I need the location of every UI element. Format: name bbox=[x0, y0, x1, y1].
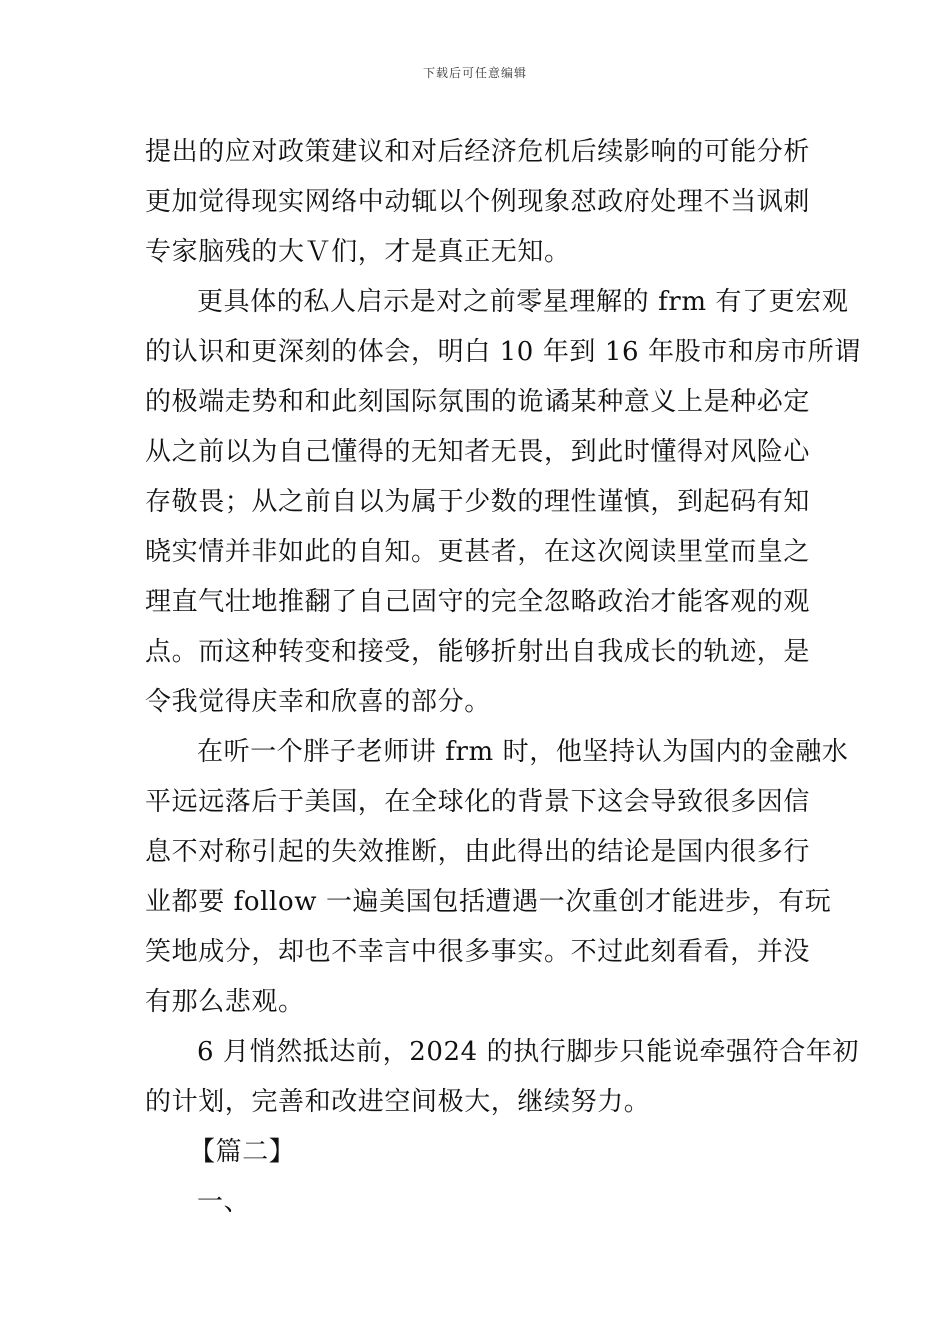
paragraph-line: 在听一个胖子老师讲 frm 时，他坚持认为国内的金融水 bbox=[197, 737, 849, 767]
paragraph-line: 的认识和更深刻的体会，明白 10 年到 16 年股市和房市所谓 bbox=[145, 337, 861, 367]
paragraph-line: 业都要 follow 一遍美国包括遭遇一次重创才能进步，有玩 bbox=[145, 887, 832, 917]
paragraph-line: 的极端走势和和此刻国际氛围的诡谲某种意义上是种必定 bbox=[145, 387, 811, 417]
page-header: 下载后可任意编辑 bbox=[422, 66, 527, 80]
paragraph-line: 晓实情并非如此的自知。更甚者，在这次阅读里堂而皇之 bbox=[145, 537, 811, 567]
section-number: 一、 bbox=[197, 1187, 251, 1217]
document-body bbox=[145, 127, 861, 1227]
paragraph-line: 6 月悄然抵达前，2024 的执行脚步只能说牵强符合年初 bbox=[197, 1037, 860, 1067]
paragraph-line: 存敬畏；从之前自以为属于少数的理性谨慎，到起码有知 bbox=[145, 487, 811, 517]
paragraph-line: 平远远落后于美国，在全球化的背景下这会导致很多因信 bbox=[145, 787, 811, 817]
paragraph-line: 提出的应对政策建议和对后经济危机后续影响的可能分析 bbox=[145, 137, 811, 167]
paragraph-line: 理直气壮地推翻了自己固守的完全忽略政治才能客观的观 bbox=[145, 587, 811, 617]
paragraph-line: 息不对称引起的失效推断，由此得出的结论是国内很多行 bbox=[145, 837, 811, 867]
paragraph-line: 笑地成分，却也不幸言中很多事实。不过此刻看看，并没 bbox=[145, 937, 811, 967]
section-title: 【篇二】 bbox=[189, 1137, 296, 1167]
paragraph-line: 专家脑残的大Ｖ们，才是真正无知。 bbox=[145, 237, 571, 267]
paragraph-line: 令我觉得庆幸和欣喜的部分。 bbox=[145, 687, 491, 717]
paragraph-line: 更具体的私人启示是对之前零星理解的 frm 有了更宏观 bbox=[197, 287, 849, 317]
paragraph-line: 的计划，完善和改进空间极大，继续努力。 bbox=[145, 1087, 651, 1117]
paragraph-line: 点。而这种转变和接受，能够折射出自我成长的轨迹，是 bbox=[145, 637, 811, 667]
paragraph-line: 有那么悲观。 bbox=[145, 987, 305, 1017]
paragraph-line: 从之前以为自己懂得的无知者无畏，到此时懂得对风险心 bbox=[145, 437, 811, 467]
paragraph-line: 更加觉得现实网络中动辄以个例现象怼政府处理不当讽刺 bbox=[145, 187, 811, 217]
